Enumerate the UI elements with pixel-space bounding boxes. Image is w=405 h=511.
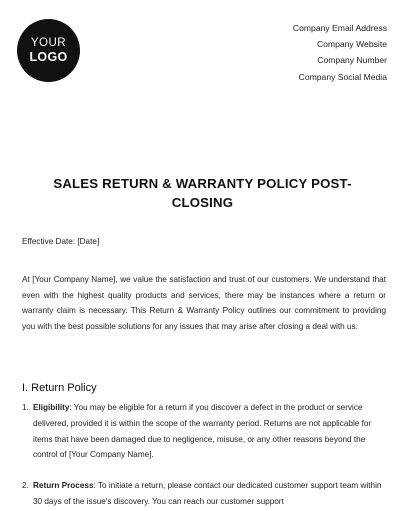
effective-date: Effective Date: [Date] — [22, 237, 100, 246]
section-heading-return-policy: I. Return Policy — [22, 382, 97, 394]
list-item-text: : You may be eligible for a return if you discover a defect in the product or service delivered, provided it is within the scope of the warranty period. Returns are not applicable for items that have been damaged due to negligence, misuse, or any other reasons beyond the control of [Your Company Name]. — [33, 403, 372, 460]
intro-paragraph: At [Your Company Name], we value the satisfaction and trust of our customers. We understand that even with the highest quality products and services, there may be instances where a return or warranty claim is necessary. This Return & Warranty Policy outlines our commitment to providing you with the best possible solutions for any issues that may arise after closing a deal with us. — [22, 275, 386, 331]
list-item-lead: Return Process — [33, 481, 94, 490]
list-item-lead: Eligibility — [33, 403, 70, 412]
list-item-eligibility — [22, 400, 386, 463]
company-social-media: Company Social Media — [298, 71, 387, 82]
document-title — [20, 174, 385, 212]
company-email: Company Email Address — [292, 23, 387, 33]
title-line-2: CLOSING — [171, 195, 234, 210]
company-website: Company Website — [316, 39, 387, 50]
company-logo — [17, 19, 80, 82]
logo-line-2: LOGO — [29, 49, 68, 64]
list-item-number: 1. — [22, 403, 29, 412]
company-contact-block — [293, 20, 387, 85]
list-item-return-process — [22, 478, 386, 510]
company-number: Company Number — [317, 55, 387, 66]
list-item-text: : To initiate a return, please contact our dedicated customer support team within 30 days of the issue's discovery. You can reach our customer support — [33, 481, 382, 506]
logo-line-1: YOUR — [30, 37, 67, 49]
list-item-number: 2. — [22, 481, 29, 490]
title-line-1: SALES RETURN & WARRANTY POLICY POST- — [53, 176, 352, 191]
